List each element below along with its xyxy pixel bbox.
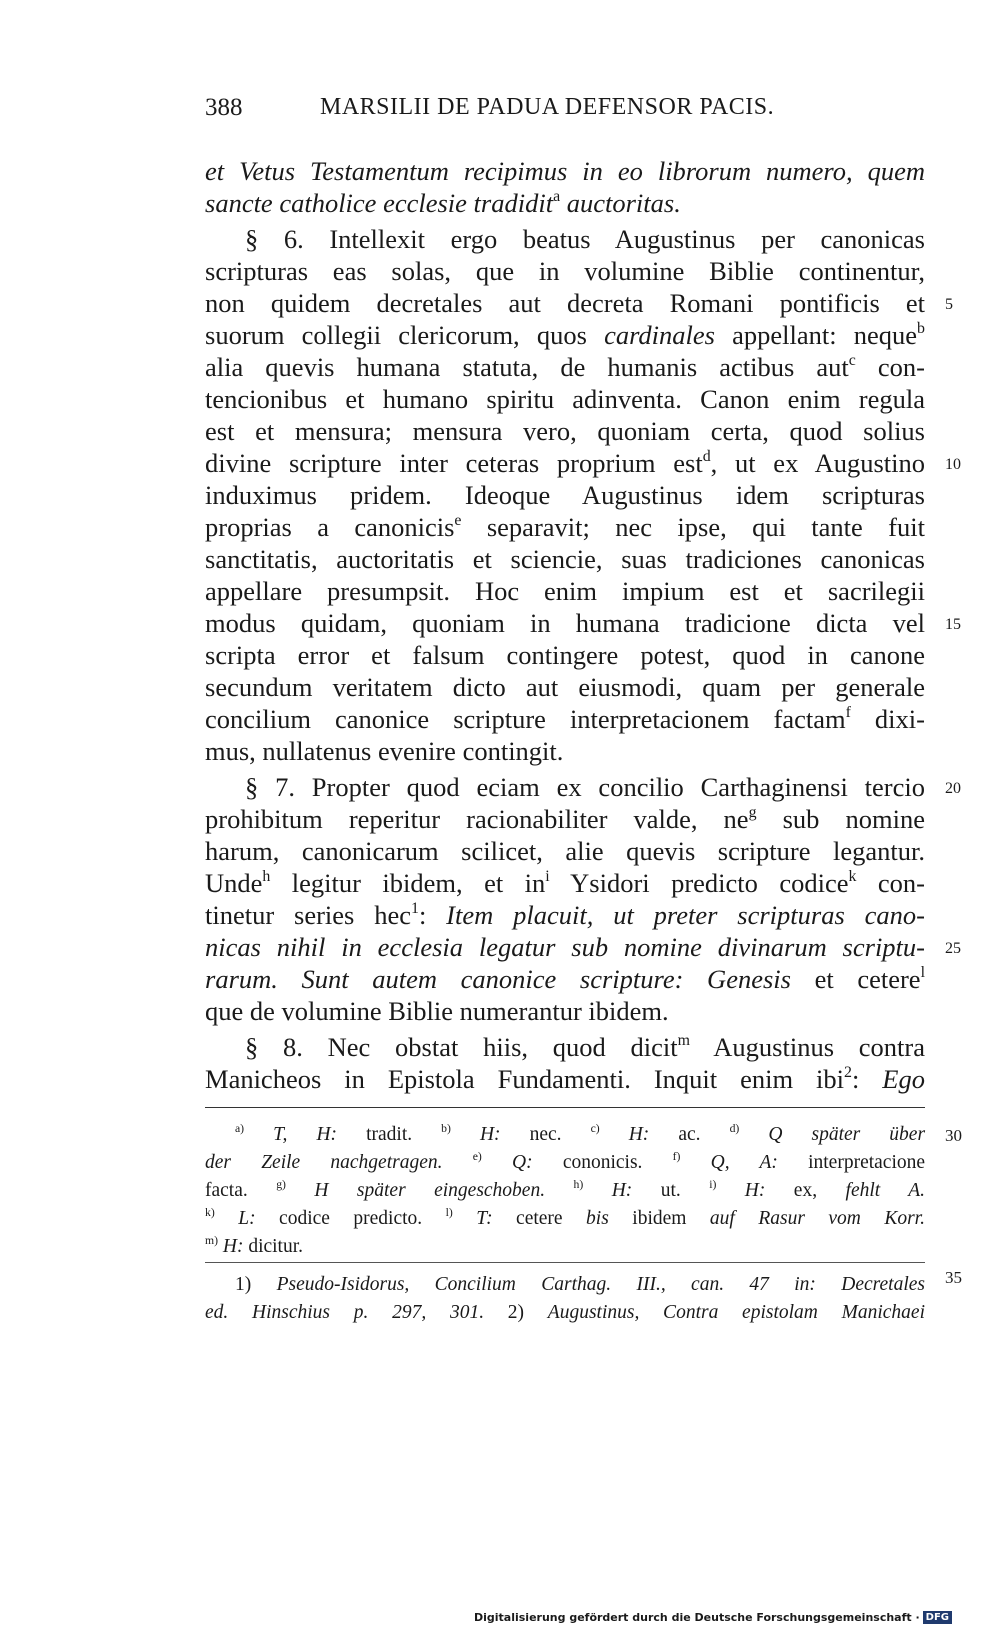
text-line: harum, canonicarum scilicet, alie quevis scripture legantur.: [205, 836, 925, 866]
text-line: appellare presumpsit. Hoc enim impium est et sacrilegii: [205, 576, 925, 606]
line-number: 5: [945, 296, 953, 313]
apparatus-rule: [205, 1107, 925, 1108]
note-line: 1) Pseudo-Isidorus, Concilium Carthag. III., can. 47 in: Decretales: [235, 1274, 925, 1295]
text-line: Unde$^h$ legitur ibidem, et $in^i$ Ysidori predicto codice$^k$ con-: [205, 867, 925, 898]
text-line: modus quidam, quoniam in humana tradicione dicta vel: [205, 608, 925, 638]
credit-text: Digitalisierung gefördert durch die Deutsche Forschungsgemeinschaft ·: [473, 1611, 920, 1624]
text-line: § 6. Intellexit ergo beatus Augustinus per canonicas: [245, 224, 925, 254]
digitization-credit: [474, 1611, 952, 1624]
text-line: secundum veritatem dicto aut eiusmodi, quam per generale: [205, 672, 925, 702]
text-line: tencionibus et humano spiritu adinventa. Canon enim regula: [205, 384, 925, 414]
text-line: tinetur series hec$^1$: Item placuit, ut preter scripturas cano-: [205, 899, 925, 930]
text-line: non quidem decretales aut decreta Romani pontificis et: [205, 288, 925, 318]
apparatus-line: $^{m)}$ H: dicitur.: [205, 1233, 304, 1257]
text-line: sanctitatis, auctoritatis et sciencie, suas tradiciones canonicas: [205, 544, 925, 574]
text-line: et Vetus Testamentum recipimus in eo librorum numero, quem: [205, 156, 925, 186]
text-line: sancte catholice ecclesie tradidit$^a$ auctoritas.: [205, 187, 681, 218]
text-line: proprias a canonicis$^e$ separavit; nec ipse, qui tante fuit: [205, 511, 925, 542]
page-number: 388: [205, 94, 243, 121]
line-number: 15: [945, 616, 961, 633]
text-line: suorum collegii clericorum, quos cardinales appellant: neque$^b$: [205, 319, 925, 350]
text-line: divine scripture inter ceteras proprium est$^d$, ut ex Augustino: [205, 447, 925, 478]
text-line: Manicheos in Epistola Fundamenti. Inquit enim ibi$^2$: Ego: [205, 1063, 925, 1094]
text-line: scripturas eas solas, que in volumine Biblie continentur,: [205, 256, 925, 286]
text-line: nicas nihil in ecclesia legatur sub nomine divinarum scriptu-: [205, 932, 925, 962]
line-number: 35: [945, 1268, 962, 1287]
text-line: § 8. Nec obstat hiis, quod dicit$^m$ Augustinus contra: [245, 1031, 925, 1062]
notes-rule: [205, 1262, 925, 1263]
dfg-logo: DFG: [923, 1611, 952, 1624]
apparatus-line: $^{a)}$ T, H: tradit. $^{b)}$ H: nec. $^{c)}$ H: ac. $^{d)}$ Q später über: [235, 1121, 926, 1145]
apparatus-line: facta. $^{g)}$ H später eingeschoben. $^{h)}$ H: ut. $^{i)}$ H: ex, fehlt A.: [205, 1177, 926, 1201]
text-line: induximus pridem. Ideoque Augustinus idem scripturas: [205, 480, 925, 510]
note-line: ed. Hinschius p. 297, 301. 2) Augustinus, Contra epistolam Manichaei: [205, 1302, 925, 1323]
line-number: 10: [945, 456, 961, 473]
apparatus-line: $^{k)}$ L: codice predicto. $^{l)}$ T: cetere bis ibidem auf Rasur vom Korr.: [205, 1205, 925, 1229]
text-line: rarum. Sunt autem canonice scripture: Genesis et cetere$^l$: [205, 963, 925, 994]
text-line: prohibitum reperitur racionabiliter valde, $ne^g$ sub nomine: [205, 803, 925, 834]
line-number: 25: [945, 940, 961, 957]
apparatus-line: der Zeile nachgetragen. $^{e)}$ Q: cononicis. $^{f)}$ Q, A: interpretacione: [205, 1149, 926, 1173]
text-line: § 7. Propter quod eciam ex concilio Carthaginensi tercio: [245, 772, 925, 802]
text-line: alia quevis humana statuta, de humanis actibus aut$^c$ con-: [205, 351, 925, 382]
text-line: est et mensura; mensura vero, quoniam certa, quod solius: [205, 416, 925, 446]
text-line: concilium canonice scripture interpretacionem factam$^f$ dixi-: [205, 703, 925, 734]
running-title: MARSILII DE PADUA DEFENSOR PACIS.: [320, 94, 775, 120]
line-number: 30: [945, 1126, 962, 1145]
text-line: mus, nullatenus evenire contingit.: [205, 736, 564, 766]
line-number: 20: [945, 780, 961, 797]
text-line: scripta error et falsum contingere potest, quod in canone: [205, 640, 925, 670]
text-line: que de volumine Biblie numerantur ibidem.: [205, 996, 669, 1026]
